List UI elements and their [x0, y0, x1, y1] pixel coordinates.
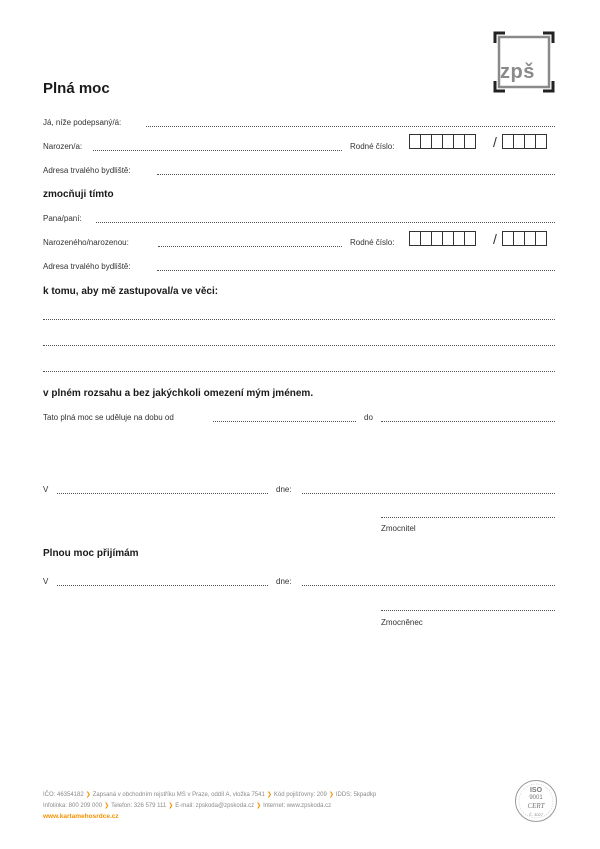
section-scope: v plném rozsahu a bez jakýchkoli omezení mým jménem.	[43, 388, 314, 399]
attorney-role-label: Zmocněnec	[381, 618, 423, 627]
grantor-date-label: dne:	[276, 485, 292, 494]
validity-from-label: Tato plná moc se uděluje na dobu od	[43, 413, 174, 422]
footer-separator: ❯	[256, 803, 262, 809]
attorney-place-field[interactable]	[57, 585, 268, 586]
footer-website[interactable]: Internet: www.zpskoda.cz	[263, 803, 332, 809]
grantor-born-field[interactable]	[93, 150, 342, 151]
grantor-name-field[interactable]	[146, 126, 555, 127]
footer-registry: Zapsaná v obchodním rejstříku MS v Praze, oddíl A, vložka 7541	[92, 792, 265, 798]
attorney-signature-field[interactable]	[381, 610, 555, 611]
grantor-signature-field[interactable]	[381, 517, 555, 518]
footer-email[interactable]: E-mail: zpskoda@zpskoda.cz	[175, 803, 255, 809]
grantor-birth-number-label: Rodné číslo:	[350, 142, 395, 151]
attorney-birth-number-part1[interactable]	[409, 231, 475, 246]
logo-text: zpš	[500, 61, 535, 83]
birth-number-separator: /	[493, 134, 497, 150]
matter-line-1[interactable]	[43, 319, 555, 320]
grantor-born-label: Narozen/a:	[43, 142, 83, 151]
zps-logo	[491, 29, 557, 95]
footer-separator: ❯	[104, 803, 110, 809]
footer-separator: ❯	[266, 792, 272, 798]
grantor-name-label: Já, níže podepsaný/á:	[43, 118, 122, 127]
footer-campaign-link[interactable]: www.kartamehosrdce.cz	[43, 813, 119, 820]
section-accept: Plnou moc přijímám	[43, 548, 139, 559]
attorney-born-label: Narozeného/narozenou:	[43, 238, 129, 247]
seal-code: Č. 3027	[528, 812, 543, 817]
attorney-birth-number-part2[interactable]	[502, 231, 546, 246]
grantor-role-label: Zmocnitel	[381, 524, 416, 533]
digit-box[interactable]	[535, 231, 547, 246]
footer-line-2	[43, 802, 331, 809]
seal-brand: CERT	[527, 802, 545, 810]
attorney-address-label: Adresa trvalého bydliště:	[43, 262, 131, 271]
matter-line-3[interactable]	[43, 371, 555, 372]
grantor-birth-number-part2[interactable]	[502, 134, 546, 149]
footer-separator: ❯	[85, 792, 91, 798]
attorney-date-label: dne:	[276, 577, 292, 586]
footer-separator: ❯	[168, 803, 174, 809]
validity-to-field[interactable]	[381, 421, 555, 422]
digit-box[interactable]	[464, 134, 476, 149]
attorney-date-field[interactable]	[302, 585, 555, 586]
grantor-address-field[interactable]	[157, 174, 555, 175]
footer-separator: ❯	[328, 792, 334, 798]
attorney-birth-number-label: Rodné číslo:	[350, 238, 395, 247]
matter-line-2[interactable]	[43, 345, 555, 346]
grantor-place-label: V	[43, 485, 49, 494]
section-authorize: zmocňuji tímto	[43, 189, 114, 200]
digit-box[interactable]	[464, 231, 476, 246]
page-title: Plná moc	[43, 80, 110, 97]
footer-insurer-code: Kód pojišťovny: 209	[273, 792, 327, 798]
validity-from-field[interactable]	[213, 421, 356, 422]
attorney-born-field[interactable]	[158, 246, 342, 247]
attorney-name-label: Pana/paní:	[43, 214, 82, 223]
footer-idds: IDDS: 5kpadkp	[335, 792, 377, 798]
footer-infoline: Infolinka: 800 209 000	[43, 803, 103, 809]
iso-cert-seal	[514, 779, 558, 823]
seal-number: 9001	[529, 795, 543, 801]
attorney-address-field[interactable]	[157, 270, 555, 271]
attorney-place-label: V	[43, 577, 49, 586]
grantor-address-label: Adresa trvalého bydliště:	[43, 166, 131, 175]
footer-ico: IČO: 46354182	[43, 792, 84, 798]
grantor-place-field[interactable]	[57, 493, 268, 494]
footer-line-1	[43, 791, 376, 798]
validity-to-label: do	[364, 413, 373, 422]
attorney-name-field[interactable]	[96, 222, 555, 223]
footer-phone: Telefon: 326 579 111	[111, 803, 167, 809]
grantor-birth-number-part1[interactable]	[409, 134, 475, 149]
digit-box[interactable]	[535, 134, 547, 149]
seal-iso: ISO	[529, 787, 543, 794]
birth-number-separator: /	[493, 231, 497, 247]
section-represent: k tomu, aby mě zastupoval/a ve věci:	[43, 286, 219, 297]
grantor-date-field[interactable]	[302, 493, 555, 494]
